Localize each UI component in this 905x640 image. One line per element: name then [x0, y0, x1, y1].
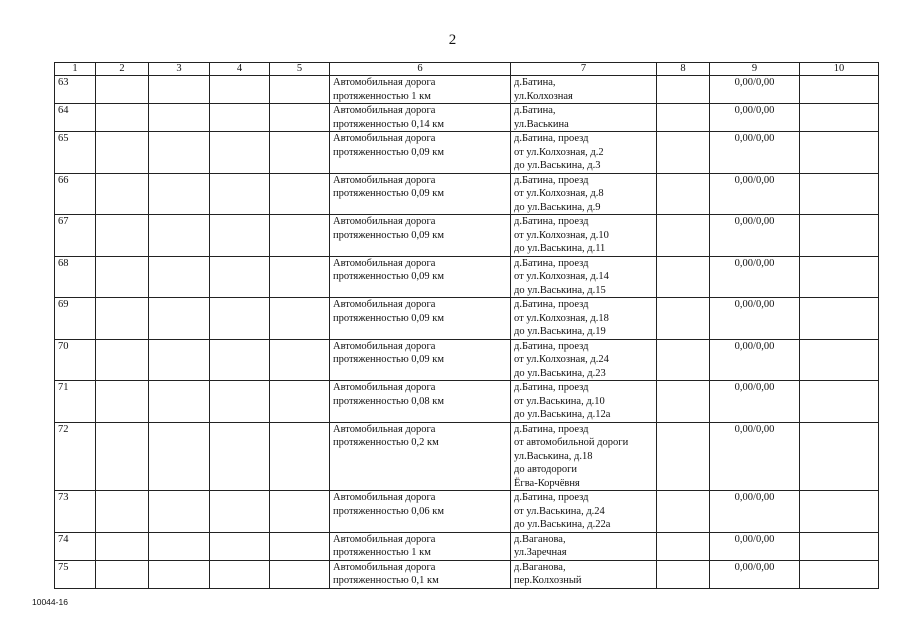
cell-col10 — [800, 560, 879, 588]
road-description: Автомобильная дорога протяженностью 1 км — [330, 76, 511, 104]
cell-col5 — [270, 104, 330, 132]
cell-col3 — [149, 560, 210, 588]
table-row — [55, 422, 879, 491]
row-number: 68 — [55, 256, 96, 298]
table-row — [55, 173, 879, 215]
table-row — [55, 381, 879, 423]
cell-col4 — [210, 173, 270, 215]
cell-col2 — [96, 560, 149, 588]
cell-col5 — [270, 491, 330, 533]
cell-col10 — [800, 132, 879, 174]
cell-col4 — [210, 256, 270, 298]
column-header-5: 5 — [270, 63, 330, 76]
column-header-10: 10 — [800, 63, 879, 76]
value-cell: 0,00/0,00 — [710, 560, 800, 588]
road-location: д.Батина, проезд от ул.Васькина, д.10 до ул.Васькина, д.12а — [511, 381, 657, 423]
road-description: Автомобильная дорога протяженностью 0,09 км — [330, 173, 511, 215]
row-number: 72 — [55, 422, 96, 491]
table-row — [55, 560, 879, 588]
cell-col4 — [210, 422, 270, 491]
row-number: 73 — [55, 491, 96, 533]
cell-col5 — [270, 256, 330, 298]
cell-col2 — [96, 422, 149, 491]
road-location: д.Ваганова, пер.Колхозный — [511, 560, 657, 588]
header-row — [55, 63, 879, 76]
road-description: Автомобильная дорога протяженностью 0,1 км — [330, 560, 511, 588]
row-number: 63 — [55, 76, 96, 104]
row-number: 71 — [55, 381, 96, 423]
cell-col5 — [270, 381, 330, 423]
cell-col10 — [800, 104, 879, 132]
road-location: д.Батина, проезд от ул.Колхозная, д.24 до ул.Васькина, д.23 — [511, 339, 657, 381]
cell-col10 — [800, 381, 879, 423]
cell-col5 — [270, 215, 330, 257]
column-header-9: 9 — [710, 63, 800, 76]
cell-col4 — [210, 381, 270, 423]
cell-col10 — [800, 76, 879, 104]
cell-col4 — [210, 298, 270, 340]
cell-col3 — [149, 381, 210, 423]
cell-col2 — [96, 339, 149, 381]
cell-col4 — [210, 104, 270, 132]
cell-col2 — [96, 215, 149, 257]
cell-col4 — [210, 532, 270, 560]
road-location: д.Батина, проезд от ул.Васькина, д.24 до ул.Васькина, д.22а — [511, 491, 657, 533]
road-description: Автомобильная дорога протяженностью 0,14 км — [330, 104, 511, 132]
table-row — [55, 339, 879, 381]
cell-col2 — [96, 298, 149, 340]
value-cell: 0,00/0,00 — [710, 215, 800, 257]
cell-col2 — [96, 173, 149, 215]
cell-col10 — [800, 215, 879, 257]
cell-col10 — [800, 491, 879, 533]
cell-col8 — [657, 339, 710, 381]
column-header-2: 2 — [96, 63, 149, 76]
cell-col4 — [210, 339, 270, 381]
road-location: д.Батина, проезд от ул.Колхозная, д.8 до ул.Васькина, д.9 — [511, 173, 657, 215]
road-description: Автомобильная дорога протяженностью 0,08 км — [330, 381, 511, 423]
cell-col5 — [270, 422, 330, 491]
cell-col2 — [96, 132, 149, 174]
value-cell: 0,00/0,00 — [710, 76, 800, 104]
cell-col5 — [270, 132, 330, 174]
row-number: 65 — [55, 132, 96, 174]
road-description: Автомобильная дорога протяженностью 1 км — [330, 532, 511, 560]
cell-col5 — [270, 173, 330, 215]
road-description: Автомобильная дорога протяженностью 0,09 км — [330, 256, 511, 298]
cell-col10 — [800, 339, 879, 381]
cell-col4 — [210, 560, 270, 588]
table-row — [55, 491, 879, 533]
road-location: д.Батина, проезд от ул.Колхозная, д.10 до ул.Васькина, д.11 — [511, 215, 657, 257]
cell-col4 — [210, 215, 270, 257]
value-cell: 0,00/0,00 — [710, 422, 800, 491]
cell-col3 — [149, 422, 210, 491]
row-number: 70 — [55, 339, 96, 381]
cell-col3 — [149, 76, 210, 104]
road-description: Автомобильная дорога протяженностью 0,2 км — [330, 422, 511, 491]
road-description: Автомобильная дорога протяженностью 0,09 км — [330, 132, 511, 174]
cell-col8 — [657, 173, 710, 215]
cell-col8 — [657, 256, 710, 298]
cell-col8 — [657, 381, 710, 423]
row-number: 75 — [55, 560, 96, 588]
cell-col2 — [96, 104, 149, 132]
row-number: 64 — [55, 104, 96, 132]
value-cell: 0,00/0,00 — [710, 298, 800, 340]
table-row — [55, 256, 879, 298]
cell-col8 — [657, 491, 710, 533]
cell-col8 — [657, 132, 710, 174]
column-header-6: 6 — [330, 63, 511, 76]
cell-col3 — [149, 256, 210, 298]
cell-col10 — [800, 173, 879, 215]
road-location: д.Батина, проезд от автомобильной дороги ул.Васькина, д.18 до автодороги Ёгва-Корчёвня — [511, 422, 657, 491]
row-number: 66 — [55, 173, 96, 215]
document-code: 10044-16 — [32, 597, 68, 607]
table-row — [55, 298, 879, 340]
cell-col3 — [149, 532, 210, 560]
column-header-8: 8 — [657, 63, 710, 76]
cell-col8 — [657, 215, 710, 257]
cell-col8 — [657, 298, 710, 340]
cell-col8 — [657, 76, 710, 104]
cell-col5 — [270, 560, 330, 588]
cell-col8 — [657, 104, 710, 132]
cell-col5 — [270, 339, 330, 381]
cell-col2 — [96, 256, 149, 298]
value-cell: 0,00/0,00 — [710, 491, 800, 533]
row-number: 67 — [55, 215, 96, 257]
road-location: д.Ваганова, ул.Заречная — [511, 532, 657, 560]
cell-col4 — [210, 76, 270, 104]
value-cell: 0,00/0,00 — [710, 256, 800, 298]
value-cell: 0,00/0,00 — [710, 104, 800, 132]
table-row — [55, 132, 879, 174]
cell-col2 — [96, 491, 149, 533]
cell-col8 — [657, 560, 710, 588]
row-number: 69 — [55, 298, 96, 340]
value-cell: 0,00/0,00 — [710, 173, 800, 215]
cell-col4 — [210, 491, 270, 533]
cell-col2 — [96, 532, 149, 560]
road-location: д.Батина, проезд от ул.Колхозная, д.14 до ул.Васькина, д.15 — [511, 256, 657, 298]
table-row — [55, 104, 879, 132]
cell-col3 — [149, 491, 210, 533]
cell-col5 — [270, 298, 330, 340]
road-location: д.Батина, ул.Колхозная — [511, 76, 657, 104]
value-cell: 0,00/0,00 — [710, 132, 800, 174]
cell-col10 — [800, 532, 879, 560]
cell-col3 — [149, 298, 210, 340]
cell-col2 — [96, 381, 149, 423]
cell-col3 — [149, 104, 210, 132]
table-row — [55, 76, 879, 104]
road-description: Автомобильная дорога протяженностью 0,09 км — [330, 339, 511, 381]
road-description: Автомобильная дорога протяженностью 0,09 км — [330, 298, 511, 340]
column-header-7: 7 — [511, 63, 657, 76]
cell-col5 — [270, 532, 330, 560]
value-cell: 0,00/0,00 — [710, 381, 800, 423]
table-row — [55, 215, 879, 257]
property-register-table — [54, 62, 879, 589]
page-number: 2 — [448, 32, 457, 48]
cell-col10 — [800, 422, 879, 491]
cell-col8 — [657, 422, 710, 491]
cell-col3 — [149, 132, 210, 174]
road-description: Автомобильная дорога протяженностью 0,09 км — [330, 215, 511, 257]
road-location: д.Батина, ул.Васькина — [511, 104, 657, 132]
table-row — [55, 532, 879, 560]
value-cell: 0,00/0,00 — [710, 532, 800, 560]
row-number: 74 — [55, 532, 96, 560]
column-header-3: 3 — [149, 63, 210, 76]
road-description: Автомобильная дорога протяженностью 0,06 км — [330, 491, 511, 533]
cell-col3 — [149, 215, 210, 257]
cell-col4 — [210, 132, 270, 174]
road-location: д.Батина, проезд от ул.Колхозная, д.18 до ул.Васькина, д.19 — [511, 298, 657, 340]
cell-col10 — [800, 298, 879, 340]
column-header-1: 1 — [55, 63, 96, 76]
cell-col10 — [800, 256, 879, 298]
cell-col5 — [270, 76, 330, 104]
road-location: д.Батина, проезд от ул.Колхозная, д.2 до ул.Васькина, д.3 — [511, 132, 657, 174]
cell-col8 — [657, 532, 710, 560]
cell-col3 — [149, 339, 210, 381]
value-cell: 0,00/0,00 — [710, 339, 800, 381]
table-body — [55, 76, 879, 589]
cell-col3 — [149, 173, 210, 215]
cell-col2 — [96, 76, 149, 104]
column-header-4: 4 — [210, 63, 270, 76]
